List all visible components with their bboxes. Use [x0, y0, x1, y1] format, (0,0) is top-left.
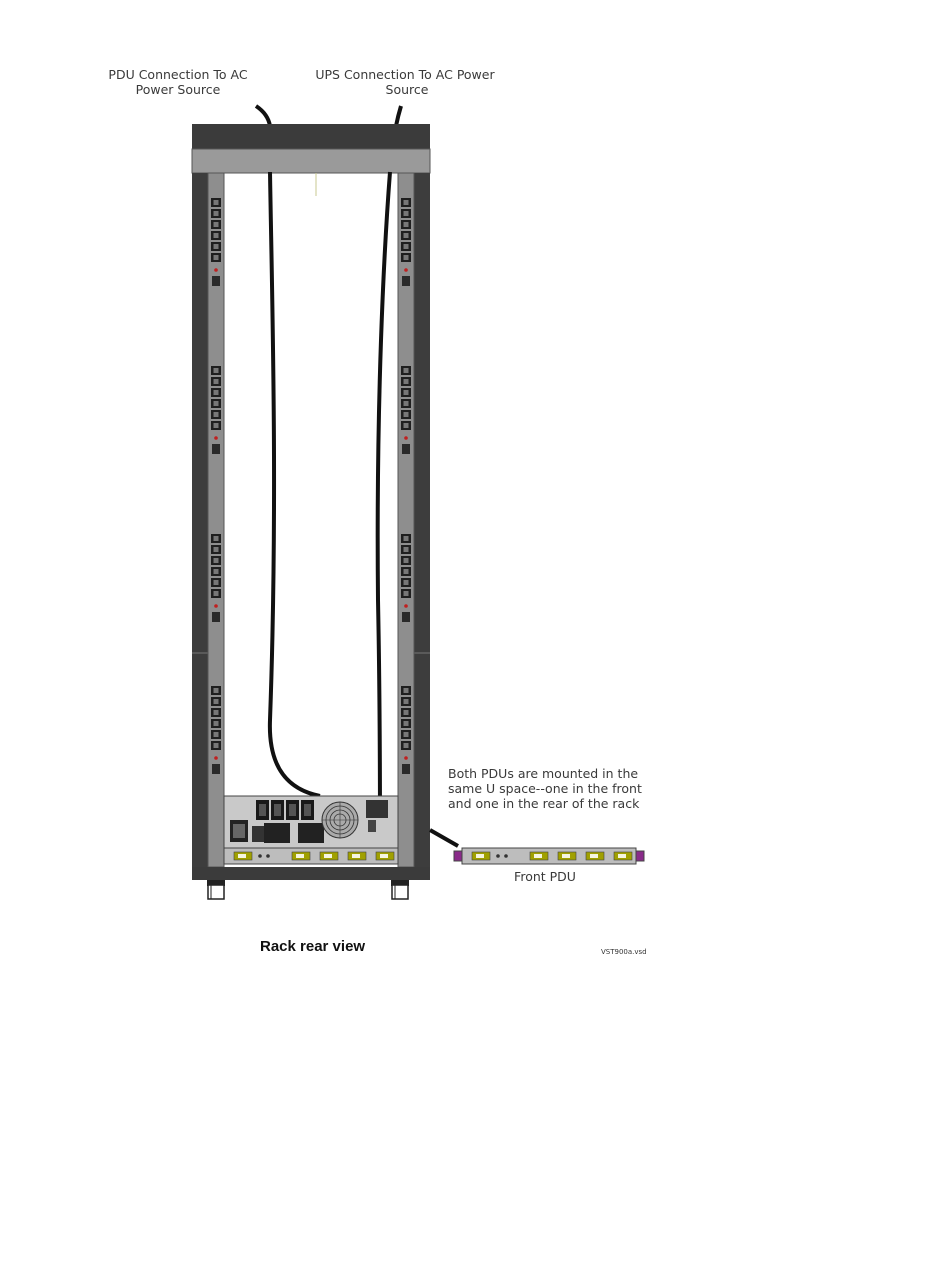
pdu-indicator: [404, 436, 408, 440]
pdu-cable-inside-rack: [270, 172, 320, 796]
left-pdu-strip: [208, 173, 224, 867]
front-pdu-left-cap: [454, 851, 462, 861]
rack-right-caster: [391, 880, 409, 899]
diagram-caption: Rack rear view: [260, 938, 366, 955]
mounting-note-line3: and one in the rear of the rack: [448, 796, 640, 811]
ups-power-cable: [396, 106, 401, 126]
rack-top-cap: [192, 124, 430, 149]
pdu-power-cable: [256, 106, 270, 126]
mounting-note-line2: same U space--one in the front: [448, 781, 642, 796]
pdu-indicator: [214, 436, 218, 440]
ups-fan-icon: [322, 802, 358, 838]
front-pdu-label: Front PDU: [514, 869, 576, 884]
rear-pdu: [224, 848, 398, 864]
front-pdu: [454, 848, 644, 864]
rack-top-band: [192, 149, 430, 173]
mounting-note-line1: Both PDUs are mounted in the: [448, 766, 639, 781]
pdu-connection-label-line1: PDU Connection To AC: [108, 67, 248, 82]
pdu-indicator: [404, 268, 408, 272]
rack-base: [192, 867, 430, 880]
right-pdu-strip: [398, 173, 414, 867]
pdu-indicator: [214, 604, 218, 608]
file-id: VST900a.vsd: [601, 948, 647, 956]
rack-left-caster: [207, 880, 225, 899]
pdu-connection-label-line2: Power Source: [135, 82, 221, 97]
rack-left-post: [192, 173, 208, 867]
pdu-indicator: [214, 268, 218, 272]
ups-connection-label-line1: UPS Connection To AC Power: [315, 67, 495, 82]
pdu-indicator: [404, 756, 408, 760]
rack-right-post: [414, 173, 430, 867]
ups-unit: [224, 796, 398, 848]
ups-cable-inside-rack: [378, 172, 390, 836]
front-pdu-connector: [430, 830, 458, 846]
pdu-indicator: [404, 604, 408, 608]
ups-connection-label-line2: Source: [385, 82, 429, 97]
front-pdu-right-cap: [636, 851, 644, 861]
pdu-indicator: [214, 756, 218, 760]
